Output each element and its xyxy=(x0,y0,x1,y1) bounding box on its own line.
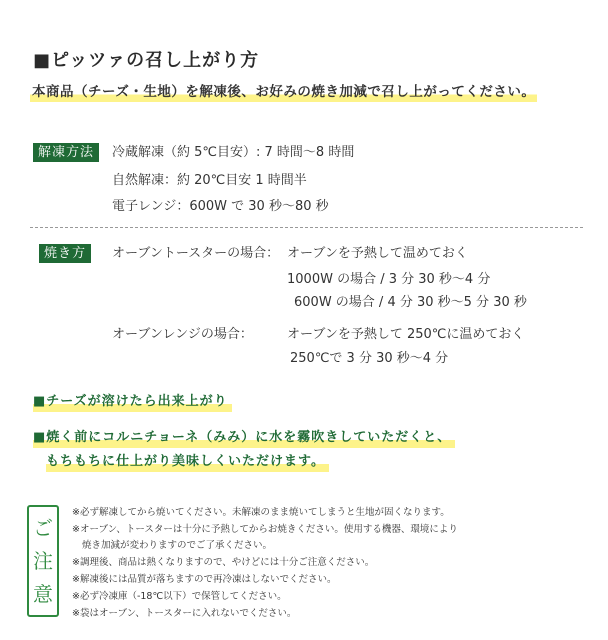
notice-char: ご xyxy=(33,515,53,540)
notice-line: ※必ず解凍してから焼いてください。未解凍のまま焼いてしまうと生地が固くなります。 xyxy=(72,507,450,518)
notice-char: 注 xyxy=(33,548,53,573)
oven-range-line-preheat: オーブンを予熱して 250℃に温めておく xyxy=(287,327,525,342)
chewy-finish-highlight: もちもちに仕上がり美味しくいただけます。 xyxy=(46,452,329,472)
notice-line: 焼き加減が変わりますのでご了承ください。 xyxy=(82,540,273,551)
notice-line: ※必ず冷凍庫（-18℃以下）で保管してください。 xyxy=(72,591,287,602)
oven-range-line-time: 250℃で 3 分 30 秒～4 分 xyxy=(290,351,449,366)
thaw-method-tag: 解凍方法 xyxy=(33,143,99,162)
thaw-line-refrigerated: 冷蔵解凍（約 5℃目安）: 7 時間～8 時間 xyxy=(112,145,355,160)
toaster-line-600w: 600W の場合 / 4 分 30 秒～5 分 30 秒 xyxy=(294,295,527,310)
bake-method-tag: 焼き方 xyxy=(39,244,91,263)
spray-water-highlight: ■焼く前にコルニチョーネ（みみ）に水を霧吹きしていただくと、 xyxy=(33,428,455,448)
thaw-line-microwave: 電子レンジ：600W で 30 秒～80 秒 xyxy=(112,199,329,214)
thaw-line-natural: 自然解凍：約 20℃目安 1 時間半 xyxy=(112,173,307,188)
notice-label-box xyxy=(27,505,59,617)
notice-line: ※袋はオーブン、トースターに入れないでください。 xyxy=(72,608,297,619)
toaster-heading: オーブントースターの場合： xyxy=(112,246,280,261)
toaster-line-1000w: 1000W の場合 / 3 分 30 秒～4 分 xyxy=(287,272,491,287)
notice-line: ※解凍後には品質が落ちますので再冷凍はしないでください。 xyxy=(72,574,337,585)
page-title: ■ピッツァの召し上がり方 xyxy=(33,50,260,71)
notice-line: ※調理後、商品は熱くなりますので、やけどには十分ご注意ください。 xyxy=(72,557,375,568)
oven-range-heading: オーブンレンジの場合： xyxy=(112,327,253,342)
subtitle: 本商品（チーズ・生地）を解凍後、お好みの焼き加減で召し上がってください。 xyxy=(32,84,536,100)
toaster-line-preheat: オーブンを予熱して温めておく xyxy=(287,246,468,261)
section-divider xyxy=(30,227,583,228)
cheese-melted-highlight: ■チーズが溶けたら出来上がり xyxy=(33,392,232,412)
notice-char: 意 xyxy=(33,582,53,607)
notice-line: ※オーブン、トースターは十分に予熱してからお焼きください。使用する機器、環境により xyxy=(72,524,458,535)
